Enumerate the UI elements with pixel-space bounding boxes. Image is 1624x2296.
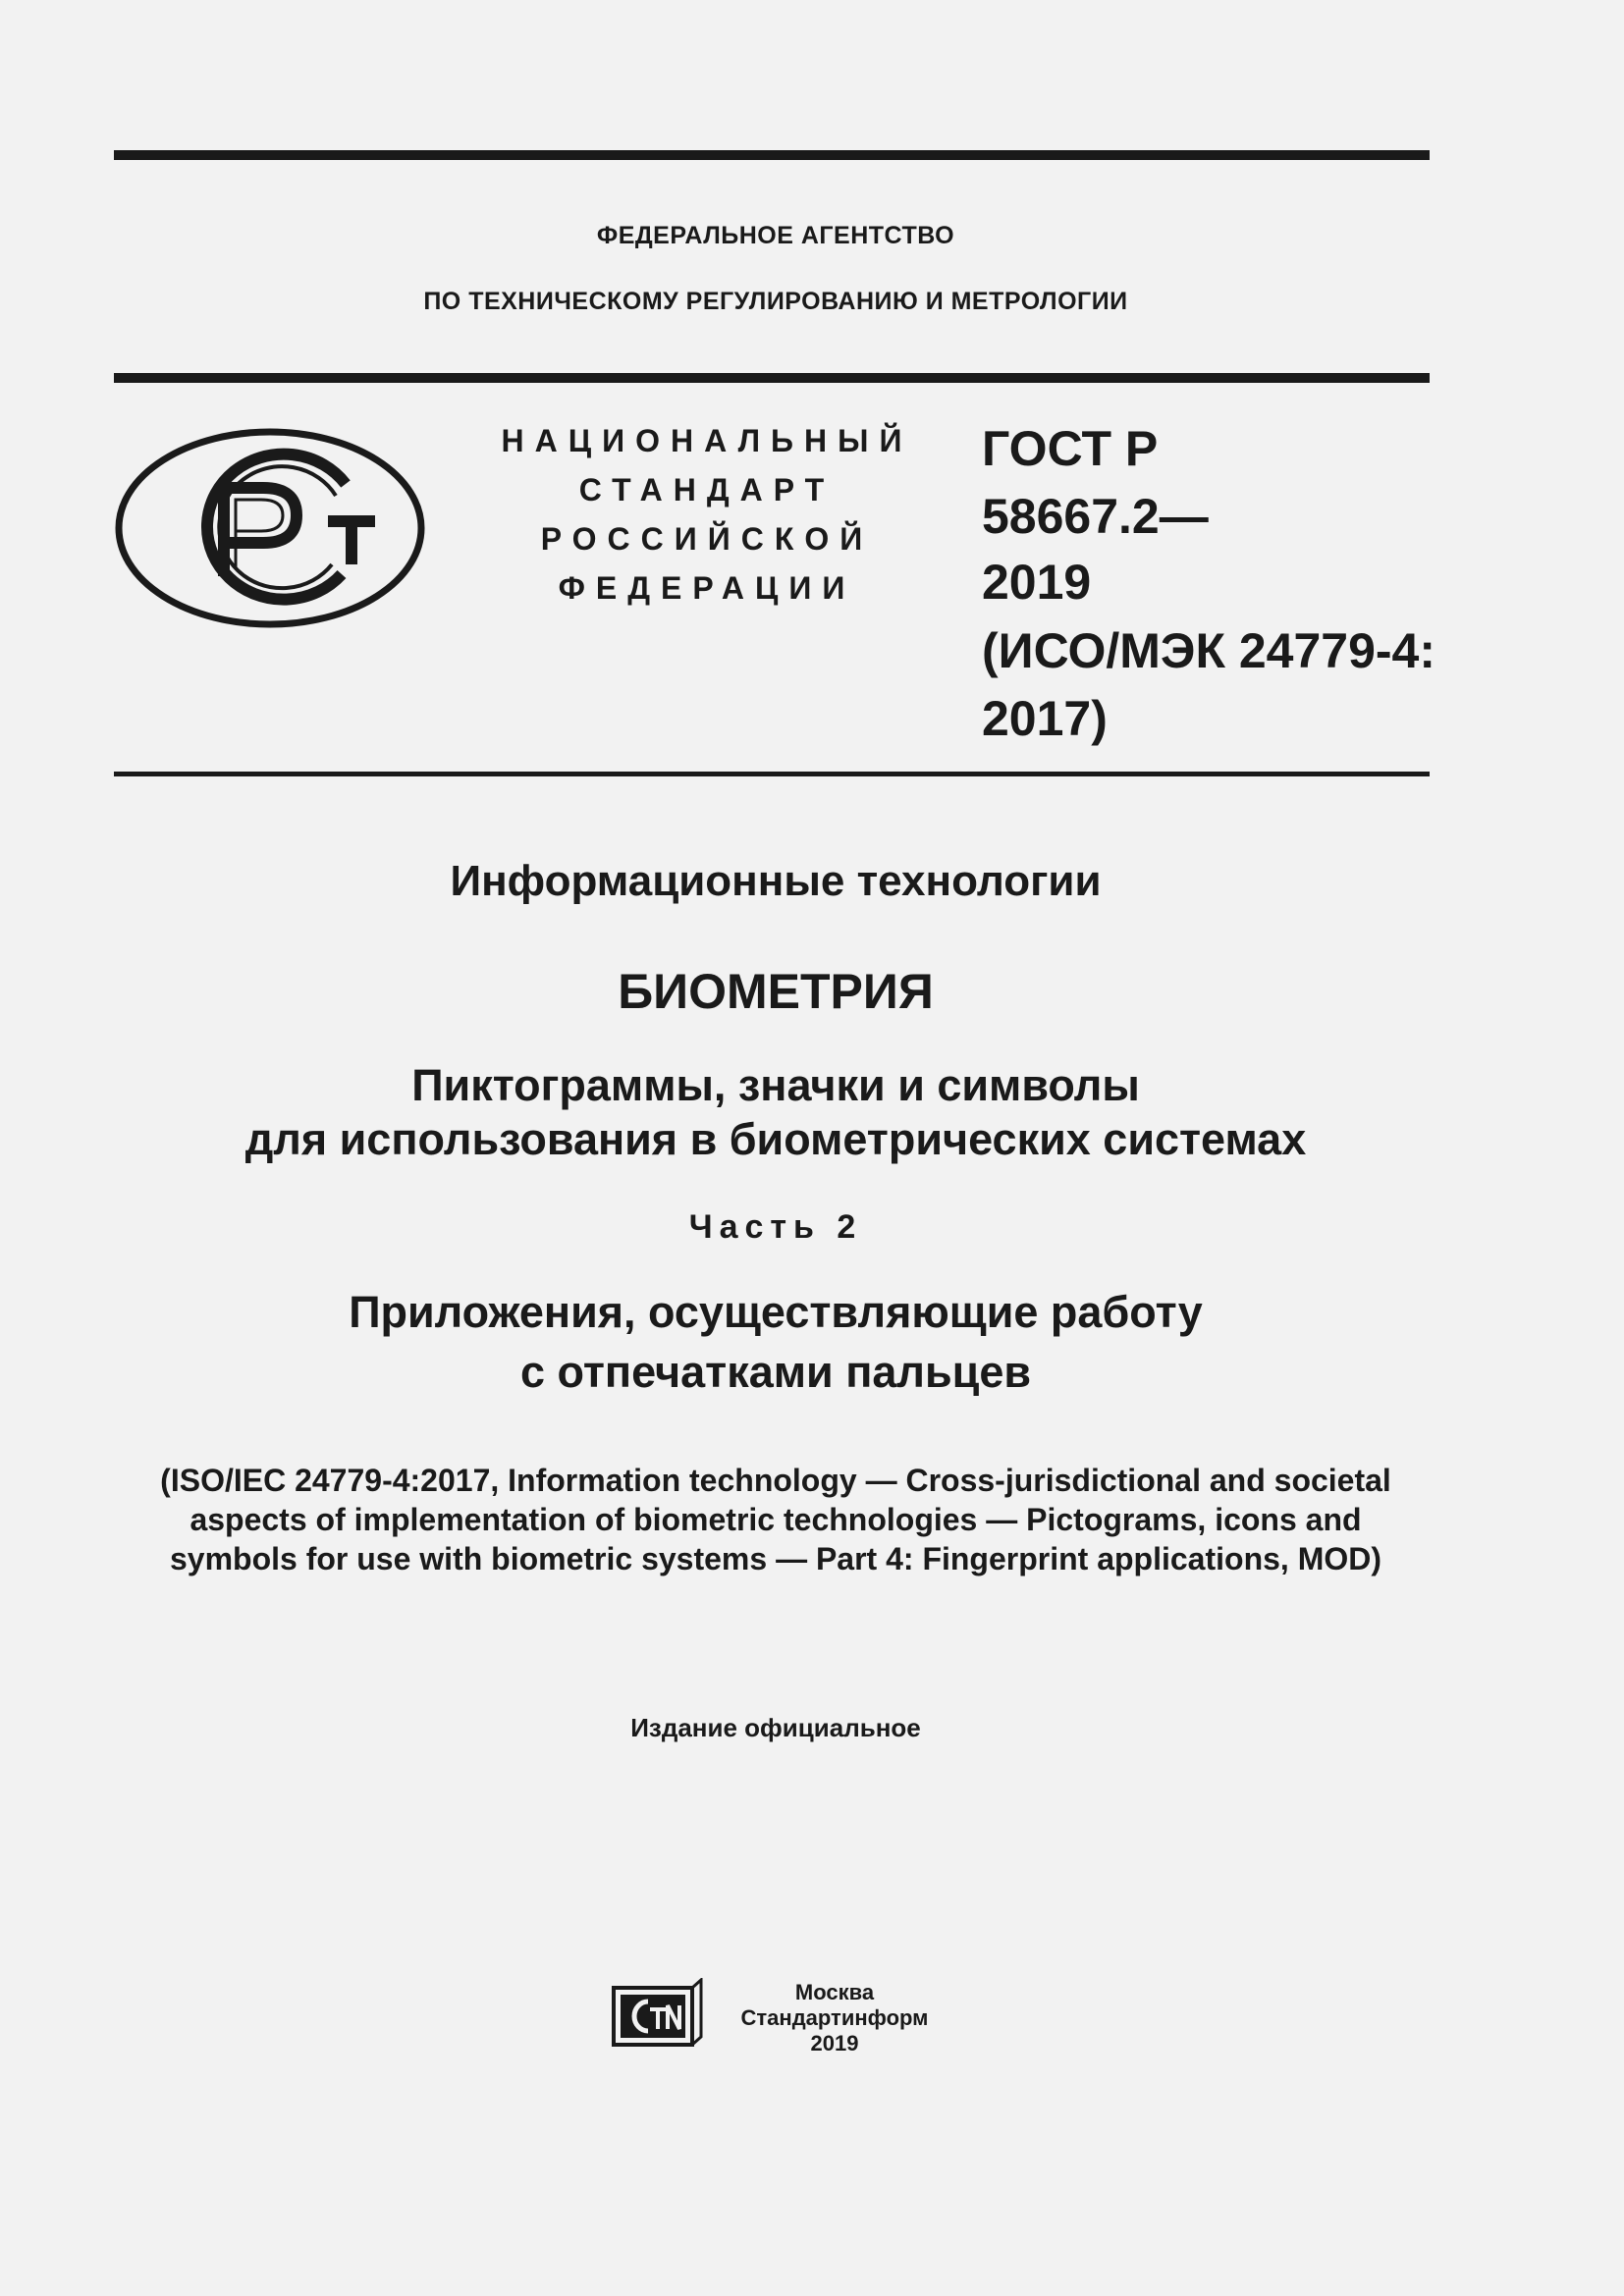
standartinform-logo-icon bbox=[611, 1978, 705, 2049]
iso-reference-line-1: (ISO/IEC 24779-4:2017, Information technology — Cross-jurisdictional and societal bbox=[160, 1463, 1391, 1498]
top-rule bbox=[114, 150, 1430, 160]
gost-designation-line-3: 2019 bbox=[982, 555, 1092, 610]
edition-label: Издание официальное bbox=[630, 1713, 921, 1742]
publisher-name: Стандартинформ bbox=[740, 2005, 929, 2030]
part-title-line-2: с отпечатками пальцев bbox=[519, 1347, 1032, 1397]
publisher-city: Москва bbox=[794, 1980, 875, 2004]
iso-reference-line-2: aspects of implementation of biometric technologies — Pictograms, icons and bbox=[189, 1502, 1362, 1537]
title-rule bbox=[114, 772, 1430, 776]
header-rule bbox=[114, 373, 1430, 383]
national-standard-line-1: НАЦИОНАЛЬНЫЙ bbox=[501, 423, 913, 458]
agency-line-2: ПО ТЕХНИЧЕСКОМУ РЕГУЛИРОВАНИЮ И МЕТРОЛОГИИ bbox=[423, 288, 1128, 315]
gost-designation-line-5: 2017) bbox=[982, 691, 1108, 746]
iso-reference-line-3: symbols for use with biometric systems — Part 4: Fingerprint applications, MOD) bbox=[169, 1541, 1381, 1576]
subtitle-line-2: для использования в биометрических системах bbox=[244, 1114, 1307, 1164]
gost-designation-line-1: ГОСТ Р bbox=[982, 421, 1159, 476]
gost-designation-line-2: 58667.2— bbox=[982, 489, 1209, 544]
national-standard-line-4: ФЕДЕРАЦИИ bbox=[558, 570, 856, 606]
part-number: Часть 2 bbox=[688, 1208, 863, 1246]
agency-line-1: ФЕДЕРАЛЬНОЕ АГЕНТСТВО bbox=[596, 222, 955, 249]
rst-certification-mark-icon bbox=[114, 425, 426, 631]
subtitle-line-1: Пиктограммы, значки и символы bbox=[411, 1060, 1140, 1110]
field-title: Информационные технологии bbox=[450, 857, 1102, 905]
part-title-line-1: Приложения, осуществляющие работу bbox=[349, 1287, 1203, 1337]
publisher-year: 2019 bbox=[810, 2031, 859, 2056]
main-title: БИОМЕТРИЯ bbox=[618, 964, 934, 1019]
national-standard-line-2: СТАНДАРТ bbox=[578, 472, 836, 507]
national-standard-line-3: РОССИЙСКОЙ bbox=[540, 521, 874, 557]
gost-designation-line-4: (ИСО/МЭК 24779-4: bbox=[982, 623, 1436, 678]
